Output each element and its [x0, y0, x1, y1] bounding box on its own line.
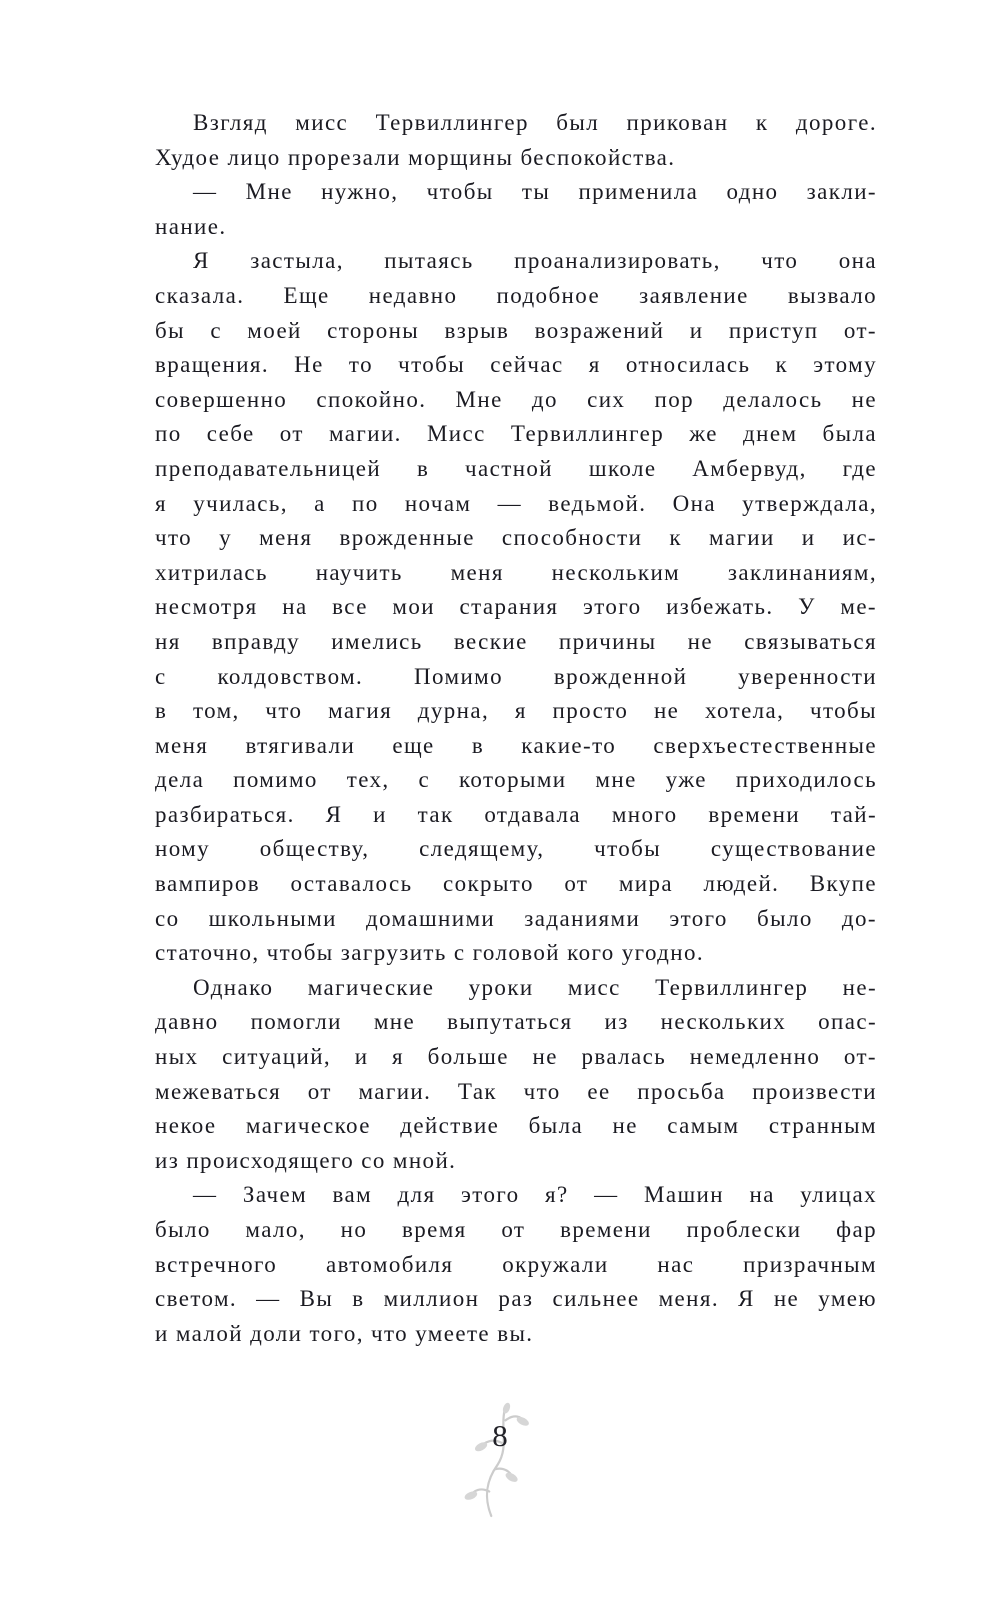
text-line: встречного автомобиля окружали нас призрачным [155, 1251, 877, 1277]
text-line: бы с моей стороны взрыв возражений и приступ от- [155, 317, 877, 343]
text-line: Худое лицо прорезали морщины беспокойства. [155, 144, 676, 170]
text-line: некое магическое действие была не самым странным [155, 1113, 877, 1139]
paragraph [155, 971, 877, 1179]
page-footer [0, 1394, 1000, 1554]
text-line: разбираться. Я и так отдавала много времени тай- [155, 801, 877, 827]
text-line: совершенно спокойно. Мне до сих пор делалось не [155, 386, 877, 412]
text-line: по себе от магии. Мисс Тервиллингер же днем была [155, 421, 877, 447]
text-block [155, 106, 877, 1351]
text-line: несмотря на все мои старания этого избежать. У ме- [155, 594, 877, 620]
text-line: в том, что магия дурна, я просто не хотела, чтобы [155, 698, 877, 724]
paragraph [155, 175, 877, 244]
text-line: светом. — Вы в миллион раз сильнее меня. Я не умею [155, 1286, 877, 1312]
page-number: 8 [492, 1418, 508, 1453]
text-line: Я застыла, пытаясь проанализировать, что она [193, 248, 877, 274]
text-line: — Мне нужно, чтобы ты применила одно закли- [193, 179, 877, 205]
text-line: было мало, но время от времени проблески фар [155, 1217, 877, 1242]
text-line: что у меня врожденные способности к магии и ис- [155, 525, 877, 551]
text-line: преподавательницей в частной школе Амбервуд, где [155, 455, 877, 481]
text-line: межеваться от магии. Так что ее просьба произвести [155, 1078, 877, 1104]
text-line: Взгляд мисс Тервиллингер был прикован к дороге. [193, 110, 877, 135]
text-line: со школьными домашними заданиями этого было до- [155, 905, 877, 931]
text-line: сказала. Еще недавно подобное заявление вызвало [155, 282, 877, 308]
paragraph [155, 106, 877, 175]
text-line: с колдовством. Помимо врожденной уверенности [155, 663, 877, 689]
text-line: из происходящего со мной. [155, 1147, 457, 1173]
text-line: дела помимо тех, с которыми мне уже приходилось [155, 767, 877, 793]
text-line: — Зачем вам для этого я? — Машин на улицах [193, 1182, 877, 1208]
paragraph [155, 244, 877, 970]
text-line: Однако магические уроки мисс Тервиллингер не- [193, 974, 877, 1000]
text-line: ных ситуаций, и я больше не рвалась немедленно от- [155, 1044, 877, 1070]
text-line: ному обществу, следящему, чтобы существование [155, 836, 877, 862]
text-line: давно помогли мне выпутаться из нескольких опас- [155, 1009, 877, 1035]
text-line: вампиров оставалось сокрыто от мира людей. Вкупе [155, 871, 877, 897]
text-line: хитрилась научить меня нескольким заклинаниям, [155, 559, 877, 585]
text-line: нание. [155, 213, 227, 239]
paragraph [155, 1178, 877, 1351]
text-line: меня втягивали еще в какие-то сверхъестественные [155, 732, 877, 758]
text-line: вращения. Не то чтобы сейчас я относилась к этому [155, 352, 877, 378]
text-line: статочно, чтобы загрузить с головой кого угодно. [155, 940, 705, 966]
text-line: и малой доли того, что умеете вы. [155, 1320, 534, 1346]
text-line: я училась, а по ночам — ведьмой. Она утверждала, [155, 490, 877, 516]
text-line: ня вправду имелись веские причины не связываться [155, 628, 877, 654]
